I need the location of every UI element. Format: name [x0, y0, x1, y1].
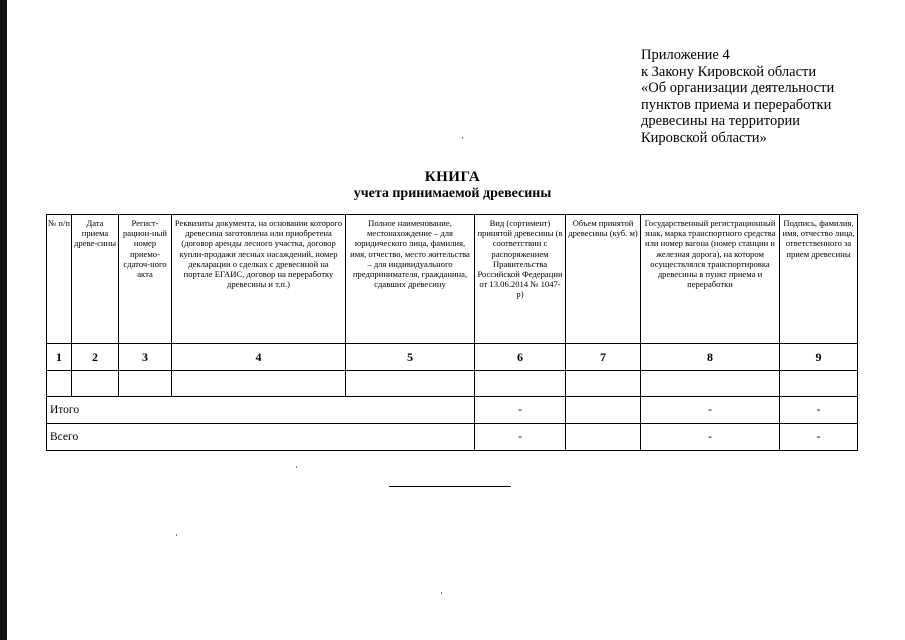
grand-total-col7	[566, 424, 641, 451]
column-number: 1	[47, 344, 72, 371]
blank-cell	[780, 371, 858, 397]
appendix-line: к Закону Кировской области	[641, 63, 817, 80]
document-title	[0, 168, 905, 202]
column-number: 9	[780, 344, 858, 371]
blank-cell	[346, 371, 475, 397]
grand-total-row	[47, 424, 858, 451]
closing-rule	[389, 486, 511, 487]
header-cell-1: № п/п	[47, 215, 72, 344]
subtotal-col6: -	[475, 397, 566, 424]
column-number: 6	[475, 344, 566, 371]
scan-speck	[296, 466, 297, 468]
header-cell-7: Объем принятой древесины (куб. м)	[566, 215, 641, 344]
column-number: 8	[641, 344, 780, 371]
header-row	[47, 215, 858, 344]
appendix-line: древесины на территории	[641, 113, 800, 130]
header-cell-3: Регист-рацион-ный номер приемо-сдаточ-ного акта	[119, 215, 172, 344]
column-number: 4	[172, 344, 346, 371]
grand-total-col6: -	[475, 424, 566, 451]
header-cell-2: Дата приема древе-сины	[72, 215, 119, 344]
header-cell-9: Подпись, фамилия, имя, отчество лица, ответственного за прием древесины	[780, 215, 858, 344]
appendix-note	[641, 47, 871, 147]
blank-cell	[119, 371, 172, 397]
column-number: 7	[566, 344, 641, 371]
blank-cell	[566, 371, 641, 397]
column-number: 5	[346, 344, 475, 371]
subtotal-col8: -	[641, 397, 780, 424]
column-number: 2	[72, 344, 119, 371]
header-cell-5: Полное наименование, местонахождение – для юридического лица, фамилия, имя, отчество, место жительства – для индивидуального предпринимателя, гражданина, сдавших древесину	[346, 215, 475, 344]
blank-cell	[47, 371, 72, 397]
title-sub: учета принимаемой древесины	[353, 186, 552, 201]
appendix-line: Приложение 4	[641, 47, 730, 63]
appendix-line: Кировской области»	[641, 129, 767, 146]
column-number-row	[47, 344, 858, 371]
appendix-line: пунктов приема и переработки	[641, 96, 832, 113]
subtotal-row	[47, 397, 858, 424]
ledger-table	[46, 214, 858, 451]
grand-total-label: Всего	[47, 424, 475, 451]
scan-speck	[462, 137, 463, 139]
blank-cell	[72, 371, 119, 397]
blank-cell	[641, 371, 780, 397]
appendix-line: «Об организации деятельности	[641, 80, 835, 97]
scan-edge	[0, 0, 7, 640]
subtotal-col7	[566, 397, 641, 424]
blank-entry-row	[47, 371, 858, 397]
scan-speck	[176, 534, 177, 536]
grand-total-col9: -	[780, 424, 858, 451]
scan-speck	[441, 592, 442, 594]
subtotal-col9: -	[780, 397, 858, 424]
header-cell-8: Государственный регистрационный знак, марка транспортного средства или номер вагона (номер станции и железная дорога), на котором осуществлялся транспортировка древесины в пункт приема и переработки	[641, 215, 780, 344]
subtotal-label: Итого	[47, 397, 475, 424]
grand-total-col8: -	[641, 424, 780, 451]
blank-cell	[475, 371, 566, 397]
header-cell-6: Вид (сортимент) принятой древесины (в соответствии с распоряжением Правительства Российской Федерации от 13.06.2014 № 1047-р)	[475, 215, 566, 344]
column-number: 3	[119, 344, 172, 371]
title-main: КНИГА	[424, 169, 481, 185]
blank-cell	[172, 371, 346, 397]
header-cell-4: Реквизиты документа, на основании которого древесина заготовлена или приобретена (договор аренды лесного участка, договор купли-продажи лесных насаждений, номер декларации о сделках с древесиной на портале ЕГАИС, договор на переработку древесины и т.п.)	[172, 215, 346, 344]
